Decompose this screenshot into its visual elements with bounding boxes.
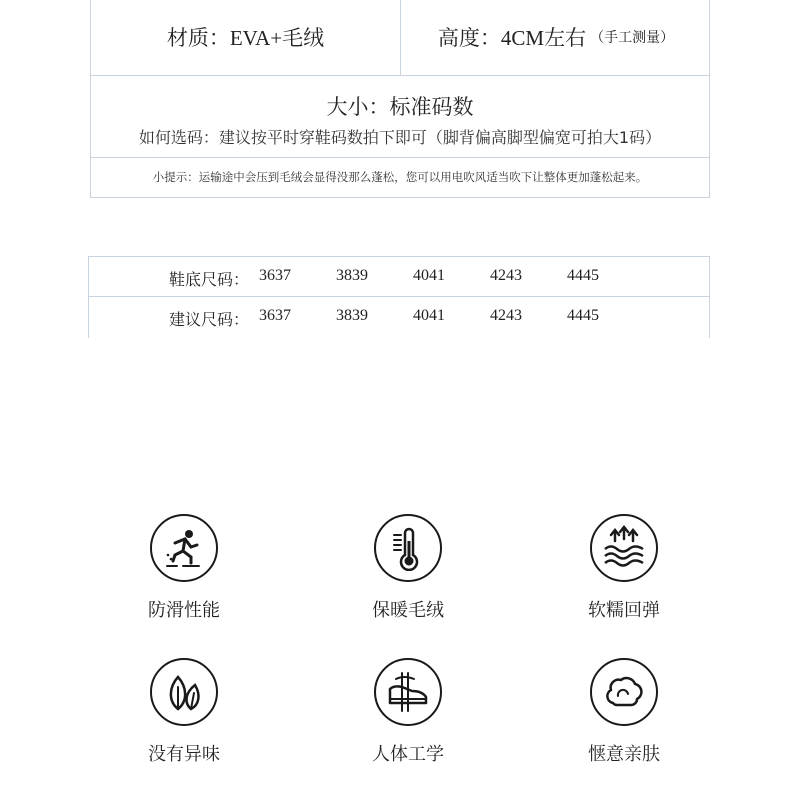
row-label: 建议尺码： bbox=[169, 310, 250, 329]
feature-warm-plush bbox=[338, 514, 478, 622]
feature-label: 防滑性能 bbox=[148, 600, 220, 621]
feature-ergonomic bbox=[338, 658, 478, 766]
spec-row-size bbox=[91, 75, 709, 158]
cloud-icon bbox=[590, 658, 658, 726]
size-cell: 3637 bbox=[259, 307, 291, 324]
size-table bbox=[88, 256, 710, 338]
size-title: 大小：标准码数 bbox=[326, 95, 474, 119]
feature-skin-friendly bbox=[554, 658, 694, 766]
size-cell: 4041 bbox=[413, 267, 445, 284]
table-row bbox=[89, 257, 709, 297]
feature-soft-rebound bbox=[554, 514, 694, 622]
spec-row-material-height bbox=[91, 0, 709, 76]
size-cell: 3637 bbox=[259, 267, 291, 284]
anti-slip-icon bbox=[150, 514, 218, 582]
material-label: 材质： bbox=[166, 26, 230, 50]
size-cell: 3839 bbox=[336, 267, 368, 284]
size-cell: 4243 bbox=[490, 267, 522, 284]
ergonomic-icon bbox=[374, 658, 442, 726]
spec-box bbox=[90, 0, 710, 198]
size-cell: 4041 bbox=[413, 307, 445, 324]
feature-label: 没有异味 bbox=[148, 744, 220, 765]
material-value: EVA+毛绒 bbox=[229, 26, 325, 50]
height-note: （手工测量） bbox=[590, 30, 675, 46]
feature-label: 保暖毛绒 bbox=[372, 600, 444, 621]
feature-odorless bbox=[114, 658, 254, 766]
height-label: 高度： bbox=[437, 26, 501, 50]
size-tip: 如何选码：建议按平时穿鞋码数拍下即可（脚背偏高脚型偏宽可拍大1码） bbox=[138, 128, 662, 147]
thermometer-icon bbox=[374, 514, 442, 582]
size-cell: 4243 bbox=[490, 307, 522, 324]
height-cell bbox=[401, 0, 711, 75]
table-row bbox=[89, 297, 709, 336]
size-cell: 3839 bbox=[336, 307, 368, 324]
rebound-icon bbox=[590, 514, 658, 582]
feature-label: 惬意亲肤 bbox=[588, 744, 660, 765]
height-value: 4CM左右 bbox=[500, 26, 587, 50]
leaf-icon bbox=[150, 658, 218, 726]
feature-label: 人体工学 bbox=[372, 744, 444, 765]
hint-text: 小提示：运输途中会压到毛绒会显得没那么蓬松，您可以用电吹风适当吹下让整体更加蓬松起来。 bbox=[152, 170, 648, 184]
feature-anti-slip bbox=[114, 514, 254, 622]
feature-label: 软糯回弹 bbox=[588, 600, 660, 621]
size-cell: 4445 bbox=[567, 307, 599, 324]
size-cell: 4445 bbox=[567, 267, 599, 284]
material-cell bbox=[91, 0, 401, 75]
row-label: 鞋底尺码： bbox=[169, 270, 250, 289]
